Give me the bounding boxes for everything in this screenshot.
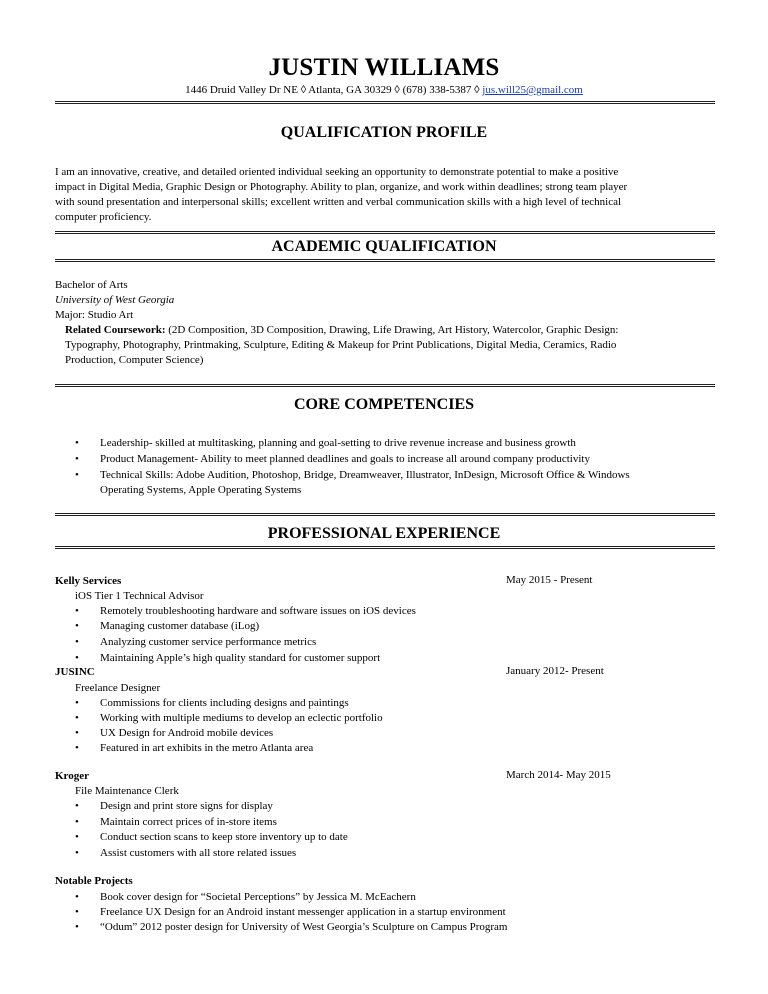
bullet-icon: • — [75, 697, 79, 709]
divider — [55, 384, 715, 387]
bullet-icon: • — [75, 453, 79, 465]
profile-line: impact in Digital Media, Graphic Design or Photography. Ability to plan, organize, and work within deadlines; strong team player — [55, 181, 628, 193]
job-bullet: Design and print store signs for display — [100, 800, 273, 812]
job-bullet: Maintain correct prices of in-store items — [100, 816, 277, 828]
job-bullet: Conduct section scans to keep store inventory up to date — [100, 831, 348, 843]
section-heading-competencies: CORE COMPETENCIES — [293, 396, 475, 413]
coursework-label: Related Coursework: — [65, 324, 166, 336]
competency-item: Product Management- Ability to meet planned deadlines and goals to increase all around company productivity — [100, 453, 590, 465]
coursework-line: Typography, Photography, Printmaking, Sculpture, Editing & Makeup for Print Publications, Digital Media, Ceramics, Radio — [65, 339, 617, 351]
projects-heading: Notable Projects — [55, 875, 133, 887]
job-title: File Maintenance Clerk — [75, 785, 179, 797]
candidate-name: JUSTIN WILLIAMS — [268, 54, 500, 81]
project-item: Freelance UX Design for an Android instant messenger application in a startup environment — [100, 906, 506, 918]
company-name: Kelly Services — [55, 575, 122, 587]
major: Major: Studio Art — [55, 309, 134, 321]
competency-item: Technical Skills: Adobe Audition, Photoshop, Bridge, Dreamweaver, Illustrator, InDesign, Microsoft Office & Windows — [100, 469, 630, 481]
profile-line: I am an innovative, creative, and detailed oriented individual seeking an opportunity to demonstrate potential to make a positive — [55, 166, 619, 178]
bullet-icon: • — [75, 816, 79, 828]
bullet-icon: • — [75, 727, 79, 739]
profile-line: with sound presentation and interpersonal skills; excellent written and verbal communication skills with a high level of technical — [55, 196, 622, 208]
email-link[interactable]: jus.will25@gmail.com — [482, 84, 583, 96]
company-name: JUSINC — [55, 666, 95, 678]
competency-item: Operating Systems, Apple Operating Systems — [100, 484, 302, 496]
job-dates: May 2015 - Present — [506, 574, 593, 586]
contact-line — [0, 84, 768, 96]
bullet-icon: • — [75, 891, 79, 903]
coursework-line — [65, 323, 619, 337]
job-title: iOS Tier 1 Technical Advisor — [75, 590, 204, 602]
divider — [55, 546, 715, 549]
bullet-icon: • — [75, 469, 79, 481]
job-dates: March 2014- May 2015 — [506, 769, 611, 781]
divider — [55, 101, 715, 104]
bullet-icon: • — [75, 605, 79, 617]
divider — [55, 231, 715, 234]
job-title: Freelance Designer — [75, 682, 161, 694]
bullet-icon: • — [75, 906, 79, 918]
degree: Bachelor of Arts — [55, 279, 128, 291]
bullet-icon: • — [75, 800, 79, 812]
bullet-icon: • — [75, 437, 79, 449]
job-bullet: Commissions for clients including designs and paintings — [100, 697, 349, 709]
coursework-text: (2D Composition, 3D Composition, Drawing, Life Drawing, Art History, Watercolor, Graphic Design: — [165, 324, 619, 336]
profile-line: computer proficiency. — [55, 211, 152, 223]
competency-item: Leadership- skilled at multitasking, planning and goal-setting to drive revenue increase and business growth — [100, 437, 576, 449]
divider — [55, 259, 715, 262]
bullet-icon: • — [75, 636, 79, 648]
bullet-icon: • — [75, 620, 79, 632]
project-item: Book cover design for “Societal Perceptions” by Jessica M. McEachern — [100, 891, 416, 903]
job-dates: January 2012- Present — [506, 665, 604, 677]
job-bullet: UX Design for Android mobile devices — [100, 727, 274, 739]
contact-details: 1446 Druid Valley Dr NE ◊ Atlanta, GA 30329 ◊ (678) 338-5387 ◊ — [185, 84, 483, 96]
bullet-icon: • — [75, 921, 79, 933]
job-bullet: Maintaining Apple’s high quality standard for customer support — [100, 652, 381, 664]
divider — [55, 513, 715, 516]
university: University of West Georgia — [55, 294, 175, 306]
job-bullet: Assist customers with all store related issues — [100, 847, 297, 859]
bullet-icon: • — [75, 742, 79, 754]
section-heading-experience: PROFESSIONAL EXPERIENCE — [267, 525, 501, 542]
job-bullet: Analyzing customer service performance metrics — [100, 636, 317, 648]
coursework-line: Production, Computer Science) — [65, 354, 204, 366]
bullet-icon: • — [75, 831, 79, 843]
job-bullet: Working with multiple mediums to develop an eclectic portfolio — [100, 712, 383, 724]
job-bullet: Remotely troubleshooting hardware and software issues on iOS devices — [100, 605, 416, 617]
bullet-icon: • — [75, 847, 79, 859]
job-bullet: Managing customer database (iLog) — [100, 620, 260, 632]
company-name: Kroger — [55, 770, 90, 782]
bullet-icon: • — [75, 652, 79, 664]
section-heading-qualification: QUALIFICATION PROFILE — [280, 124, 488, 141]
job-bullet: Featured in art exhibits in the metro Atlanta area — [100, 742, 314, 754]
bullet-icon: • — [75, 712, 79, 724]
section-heading-academic: ACADEMIC QUALIFICATION — [271, 238, 497, 255]
project-item: “Odum” 2012 poster design for University of West Georgia’s Sculpture on Campus Program — [100, 921, 508, 933]
